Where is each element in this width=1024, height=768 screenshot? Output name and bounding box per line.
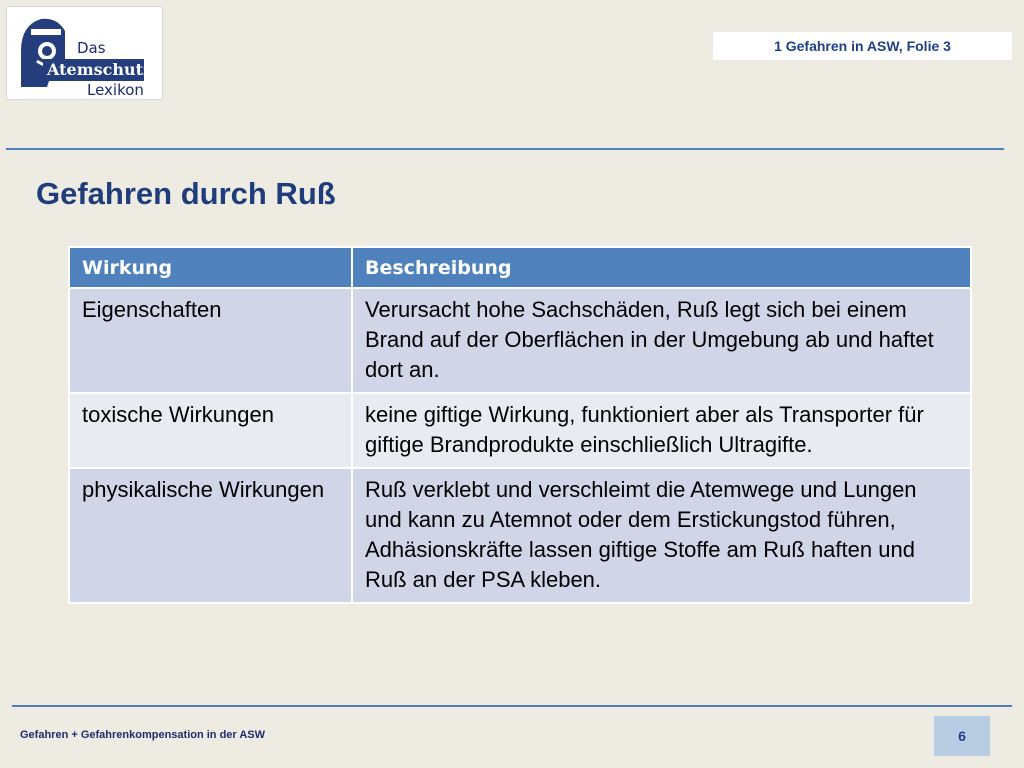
logo-text-atemschutz: Atemschutz — [47, 60, 153, 79]
cell-wirkung: physikalische Wirkungen — [69, 468, 352, 603]
cell-beschreibung: Verursacht hohe Sachschäden, Ruß legt sich bei einem Brand auf der Oberflächen in der Umgebung ab und haftet dort an. — [352, 288, 971, 393]
hazards-table — [68, 246, 972, 604]
column-header-wirkung: Wirkung — [69, 247, 352, 288]
column-header-beschreibung: Beschreibung — [352, 247, 971, 288]
table-row — [69, 468, 971, 603]
logo-text-das: Das — [77, 39, 106, 57]
footer-text: Gefahren + Gefahrenkompensation in der ASW — [20, 729, 266, 741]
cell-beschreibung: Ruß verklebt und verschleimt die Atemwege und Lungen und kann zu Atemnot oder dem Erstickungstod führen, Adhäsionskräfte lassen giftige Stoffe am Ruß haften und Ruß an der PSA kleben. — [352, 468, 971, 603]
logo-text-lexikon: Lexikon — [87, 81, 144, 99]
firefighter-silhouette-icon — [7, 7, 77, 101]
cell-beschreibung: keine giftige Wirkung, funktioniert aber als Transporter für giftige Brandprodukte einschließlich Ultragifte. — [352, 393, 971, 468]
page-number: 6 — [934, 716, 990, 756]
table-row — [69, 288, 971, 393]
cell-wirkung: toxische Wirkungen — [69, 393, 352, 468]
table-row — [69, 393, 971, 468]
table-header-row — [69, 247, 971, 288]
cell-wirkung: Eigenschaften — [69, 288, 352, 393]
footer-divider — [12, 705, 1012, 707]
slide-reference: 1 Gefahren in ASW, Folie 3 — [713, 32, 1012, 60]
slide-title: Gefahren durch Ruß — [36, 176, 336, 211]
header-divider — [6, 148, 1004, 150]
logo — [6, 6, 163, 100]
